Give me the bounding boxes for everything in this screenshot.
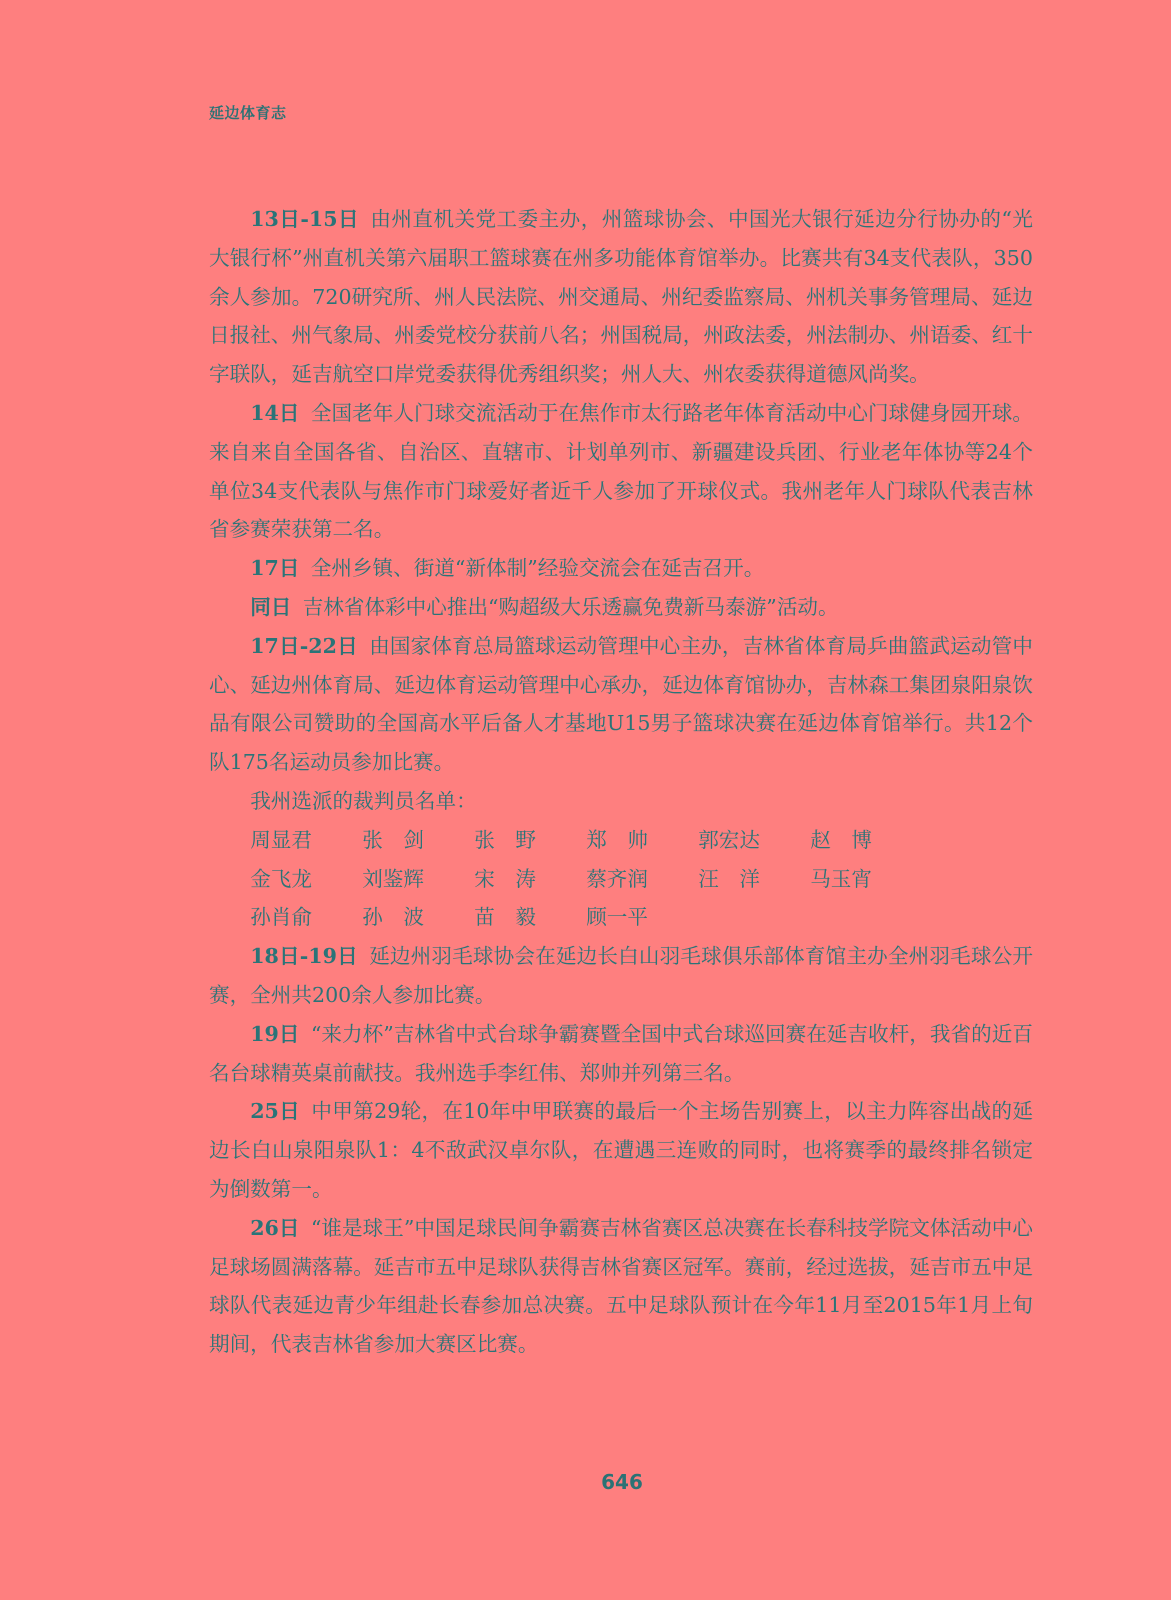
referee-name: 孙 波	[362, 905, 424, 930]
entry-text: 全州乡镇、街道“新体制”经验交流会在延吉召开。	[310, 556, 765, 581]
referee-row	[209, 898, 1033, 937]
referee-name: 汪 洋	[698, 866, 760, 891]
page-number: 646	[601, 1470, 643, 1494]
entry-paragraph	[209, 549, 1033, 588]
entry-date: 18日-19日	[250, 944, 358, 969]
referee-name: 宋 涛	[474, 866, 536, 891]
entry-paragraph	[209, 1209, 1033, 1364]
entry-date: 19日	[250, 1021, 300, 1046]
referee-list-label: 我州选派的裁判员名单：	[250, 788, 477, 813]
running-header: 延边体育志	[209, 104, 287, 122]
entry-date: 14日	[250, 400, 300, 425]
entry-text: “谁是球王”中国足球民间争霸赛吉林省赛区总决赛在长春科技学院文体活动中心足球场圆满落幕。延吉市五中足球队获得吉林省赛区冠军。赛前，经过选拔，延吉市五中足球队代表延边青少年组赴长春参加总决赛。五中足球队预计在今年11月至2015年1月上旬期间，代表吉林省参加大赛区比赛。	[209, 1215, 1033, 1357]
entry-paragraph	[209, 937, 1033, 1015]
entry-paragraph	[209, 1015, 1033, 1093]
entry-date: 26日	[250, 1215, 300, 1240]
referee-name: 马玉宵	[810, 866, 872, 891]
referee-name: 郭宏达	[698, 827, 760, 852]
referee-name: 蔡齐润	[586, 866, 648, 891]
entry-date: 17日	[250, 556, 300, 581]
referee-name: 郑 帅	[586, 827, 648, 852]
entry-text: “来力杯”吉林省中式台球争霸赛暨全国中式台球巡回赛在延吉收杆，我省的近百名台球精英桌前献技。我州选手李红伟、郑帅并列第三名。	[209, 1021, 1033, 1085]
entry-paragraph	[209, 627, 1033, 782]
entry-text: 延边州羽毛球协会在延边长白山羽毛球俱乐部体育馆主办全州羽毛球公开赛，全州共200余人参加比赛。	[209, 944, 1033, 1007]
entry-text: 全国老年人门球交流活动于在焦作市太行路老年体育活动中心门球健身园开球。来自来自全国各省、自治区、直辖市、计划单列市、新疆建设兵团、行业老年体协等24个单位34支代表队与焦作市门球爱好者近千人参加了开球仪式。我州老年人门球队代表吉林省参赛荣获第二名。	[209, 400, 1033, 542]
entry-paragraph	[209, 200, 1033, 394]
referee-name: 金飞龙	[250, 866, 312, 891]
referee-name: 孙肖俞	[250, 905, 312, 930]
entry-text: 由州直机关党工委主办，州篮球协会、中国光大银行延边分行协办的“光大银行杯”州直机关第六届职工篮球赛在州多功能体育馆举办。比赛共有34支代表队，350余人参加。720研究所、州人民法院、州交通局、州纪委监察局、州机关事务管理局、延边日报社、州气象局、州委党校分获前八名；州国税局，州政法委，州法制办、州语委、红十字联队，延吉航空口岸党委获得优秀组织奖；州人大、州农委获得道德风尚奖。	[209, 207, 1033, 387]
entry-text: 中甲第29轮，在10年中甲联赛的最后一个主场告别赛上，以主力阵容出战的延边长白山泉阳泉队1：4不敌武汉卓尔队，在遭遇三连败的同时，也将赛季的最终排名锁定为倒数第一。	[209, 1099, 1033, 1201]
entry-date: 17日-22日	[250, 633, 358, 658]
referee-name: 赵 博	[810, 827, 872, 852]
referee-name: 刘鉴辉	[362, 866, 424, 891]
entry-paragraph	[209, 394, 1033, 549]
entry-date: 同日	[250, 594, 292, 619]
referee-name: 顾一平	[586, 905, 648, 930]
referee-name: 张 野	[474, 827, 536, 852]
referee-name: 张 剑	[362, 827, 424, 852]
body-text	[209, 200, 1033, 1364]
entry-text: 吉林省体彩中心推出“购超级大乐透赢免费新马泰游”活动。	[302, 594, 839, 619]
entry-date: 25日	[250, 1099, 301, 1124]
referee-row	[209, 821, 1033, 860]
referee-row	[209, 860, 1033, 899]
referee-name: 苗 毅	[474, 905, 536, 930]
entry-text: 由国家体育总局篮球运动管理中心主办，吉林省体育局乒曲篮武运动管中心、延边州体育局、延边体育运动管理中心承办，延边体育馆协办，吉林森工集团泉阳泉饮品有限公司赞助的全国高水平后备人才基地U15男子篮球决赛在延边体育馆举行。共12个队175名运动员参加比赛。	[209, 633, 1033, 775]
entry-paragraph	[209, 1092, 1033, 1208]
entry-paragraph	[209, 588, 1033, 627]
referee-name: 周显君	[250, 827, 312, 852]
entry-date: 13日-15日	[250, 207, 360, 231]
